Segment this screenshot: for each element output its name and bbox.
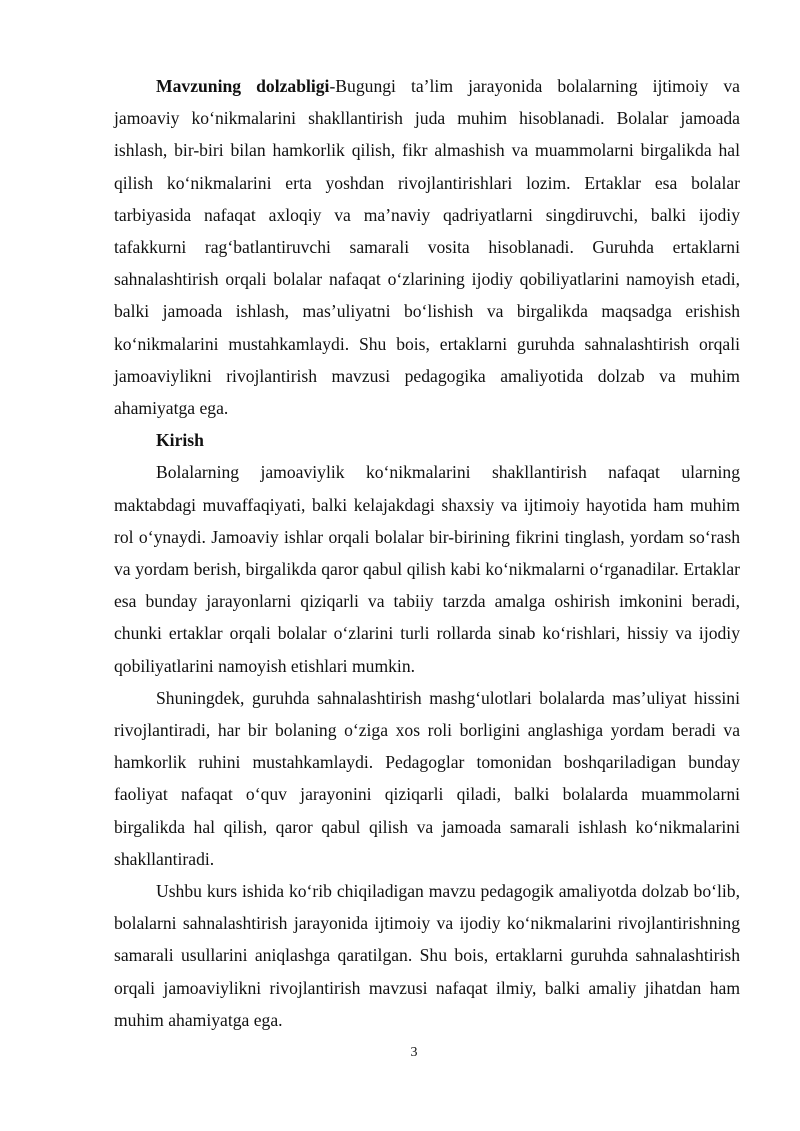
- intro-lead: Mavzuning dolzabligi: [156, 76, 330, 96]
- body-paragraph: Bolalarning jamoaviylik ko‘nikmalarini shakllantirish nafaqat ularning maktabdagi muvaffaqiyati, balki kelajakdagi shaxsiy va ijtimoiy hayotida ham muhim rol o‘ynaydi. Jamoaviy ishlar orqali bolalar bir-birining fikrini tinglash, yordam so‘rash va yordam berish, birgalikda qaror qabul qilish kabi ko‘nikmalarni o‘rganadilar. Ertaklar esa bunday jarayonlarni qiziqarli va tabiiy tarzda amalga oshirish imkonini beradi, chunki ertaklar orqali bolalar o‘zlarini turli rollarda sinab ko‘rishlari, hissiy va ijodiy qobiliyatlarini namoyish etishlari mumkin.: [114, 462, 740, 676]
- page-body: [114, 70, 740, 1036]
- intro-paragraph: [114, 70, 740, 424]
- page-number: 3: [410, 1045, 418, 1060]
- body-paragraph: Shuningdek, guruhda sahnalashtirish mashg‘ulotlari bolalarda mas’uliyat hissini rivojlantiradi, har bir bolaning o‘ziga xos roli borligini anglashiga yordam beradi va hamkorlik ruhini mustahkamlaydi. Pedagoglar tomonidan boshqariladigan bunday faoliyat nafaqat o‘quv jarayonini qiziqarli qiladi, balki bolalarda muammolarni birgalikda hal qilish, qaror qabul qilish va jamoada samarali ishlash ko‘nikmalarini shakllantiradi.: [114, 687, 740, 869]
- body-paragraph: Ushbu kurs ishida ko‘rib chiqiladigan mavzu pedagogik amaliyotda dolzab bo‘lib, bolalarni sahnalashtirish jarayonida ijtimoiy va ijodiy ko‘nikmalarini rivojlantirishning samarali usullarini aniqlashga qaratilgan. Shu bois, ertaklarni guruhda sahnalashtirish orqali jamoaviylikni rivojlantirish mavzusi nafaqat ilmiy, balki amaliy jihatdan ham muhim ahamiyatga ega.: [114, 881, 740, 1030]
- section-heading: Kirish: [156, 430, 204, 451]
- intro-text: -Bugungi ta’lim jarayonida bolalarning ijtimoiy va jamoaviy ko‘nikmalarini shakllantirish juda muhim hisoblanadi. Bolalar jamoada ishlash, bir-biri bilan hamkorlik qilish, fikr almashish va muammolarni birgalikda hal qilish ko‘nikmalarini erta yoshdan rivojlantirishlari lozim. Ertaklar esa bolalar tarbiyasida nafaqat axloqiy va ma’naviy qadriyatlarni singdiruvchi, balki ijodiy tafakkurni rag‘batlantiruvchi samarali vosita hisoblanadi. Guruhda ertaklarni sahnalashtirish orqali bolalar nafaqat o‘zlarining ijodiy qobiliyatlarini namoyish etadi, balki jamoada ishlash, mas’uliyatni bo‘lishish va birgalikda maqsadga erishish ko‘nikmalarini mustahkamlaydi. Shu bois, ertaklarni guruhda sahnalashtirish orqali jamoaviylikni rivojlantirish mavzusi pedagogika amaliyotida dolzab va muhim ahamiyatga ega.: [114, 76, 740, 419]
